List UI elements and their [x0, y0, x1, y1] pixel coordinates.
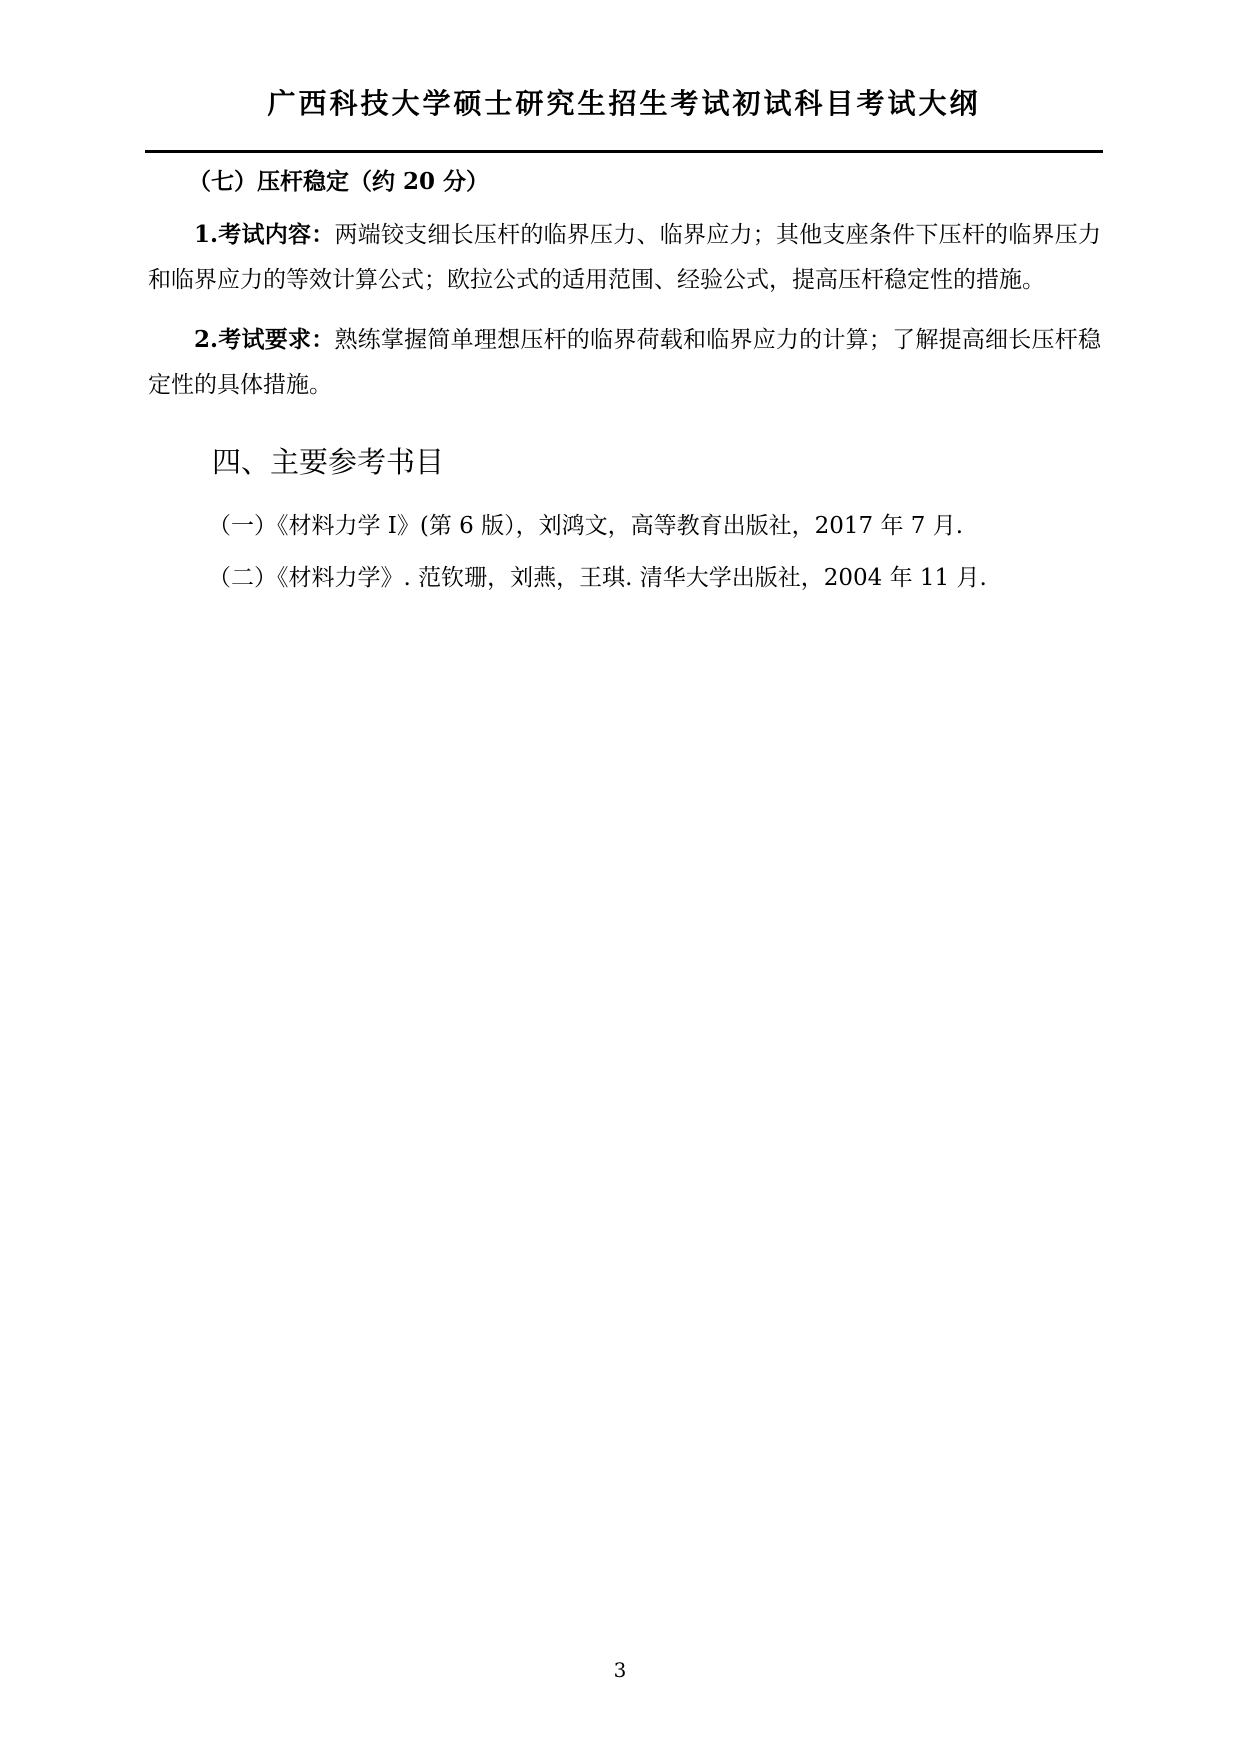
- subsection-title: （七）压杆稳定（约 20 分）: [188, 168, 490, 195]
- exam-requirement-paragraph: [148, 317, 1101, 408]
- page-number: 3: [613, 1658, 627, 1682]
- exam-content-label: 1.考试内容：: [194, 221, 335, 248]
- exam-requirement-text: 熟练掌握简单理想压杆的临界荷载和临界应力的计算；了解提高细长压杆稳定性的具体措施。: [148, 327, 1102, 398]
- document-body: [148, 166, 1101, 610]
- reference-list: [148, 506, 1101, 598]
- exam-content-paragraph: [148, 212, 1101, 303]
- header-divider: [145, 150, 1103, 153]
- section-title-references: 四、主要参考书目: [212, 445, 445, 479]
- exam-content-text: 两端铰支细长压杆的临界压力、临界应力；其他支座条件下压杆的临界压力和临界应力的等效计算公式；欧拉公式的适用范围、经验公式，提高压杆稳定性的措施。: [148, 222, 1102, 293]
- page-header-title: 广西科技大学硕士研究生招生考试初试科目考试大纲: [267, 87, 981, 120]
- reference-item: （二）《材料力学》. 范钦珊，刘燕，王琪. 清华大学出版社，2004 年 11 月.: [208, 565, 987, 591]
- exam-requirement-label: 2.考试要求：: [194, 326, 335, 353]
- reference-item: （一）《材料力学 I》(第 6 版），刘鸿文，高等教育出版社，2017 年 7 月.: [208, 513, 964, 539]
